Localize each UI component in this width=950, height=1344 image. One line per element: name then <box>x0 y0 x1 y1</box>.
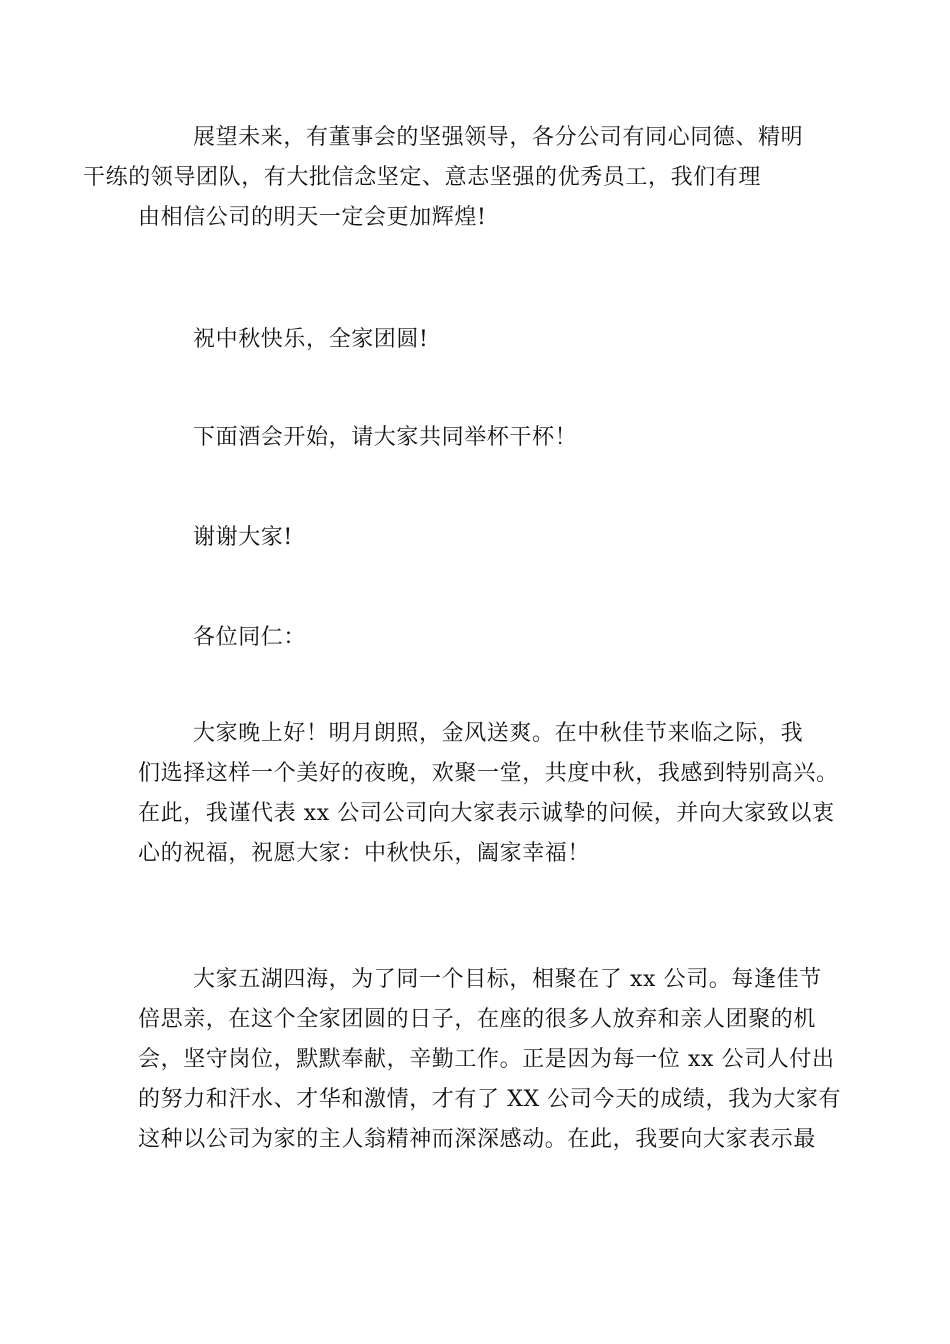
paragraph-wish <box>138 320 828 360</box>
text-line: 谢谢大家! <box>193 525 293 550</box>
text-line: 各位同仁： <box>193 625 307 650</box>
text-line: 的努力和汗水、才华和激情，才有了 XX 公司今天的成绩，我为大家有 <box>138 1087 842 1112</box>
paragraph-outlook <box>83 118 828 238</box>
text-line: 们选择这样一个美好的夜晚，欢聚一堂，共度中秋，我感到特别高兴。 <box>138 761 839 786</box>
text-line: 大家晚上好！明月朗照，金风送爽。在中秋佳节来临之际，我 <box>193 721 804 746</box>
text-line: 在此，我谨代表 xx 公司公司向大家表示诚挚的问候，并向大家致以衷 <box>138 801 835 826</box>
paragraph-greeting <box>138 714 839 874</box>
text-line: 干练的领导团队，有大批信念坚定、意志坚强的优秀员工，我们有理 <box>83 165 762 190</box>
paragraph-toast <box>138 418 828 458</box>
text-line: 下面酒会开始，请大家共同举杯干杯！ <box>193 425 578 450</box>
text-line: 展望未来，有董事会的坚强领导，各分公司有同心同德、精明 <box>193 125 804 150</box>
text-line: 由相信公司的明天一定会更加辉煌! <box>138 205 487 230</box>
text-line: 祝中秋快乐，全家团圆! <box>193 327 429 352</box>
paragraph-gathering <box>138 960 842 1160</box>
text-line: 大家五湖四海，为了同一个目标，相聚在了 xx 公司。每逢佳节 <box>193 967 822 992</box>
paragraph-thanks <box>138 518 828 558</box>
text-line: 这种以公司为家的主人翁精神而深深感动。在此，我要向大家表示最 <box>138 1127 817 1152</box>
text-line: 会，坚守岗位，默默奉献，辛勤工作。正是因为每一位 xx 公司人付出 <box>138 1047 835 1072</box>
paragraph-salutation <box>138 618 828 658</box>
text-line: 心的祝福，祝愿大家：中秋快乐，阖家幸福！ <box>138 841 591 866</box>
text-line: 倍思亲，在这个全家团圆的日子，在座的很多人放弃和亲人团聚的机 <box>138 1007 817 1032</box>
